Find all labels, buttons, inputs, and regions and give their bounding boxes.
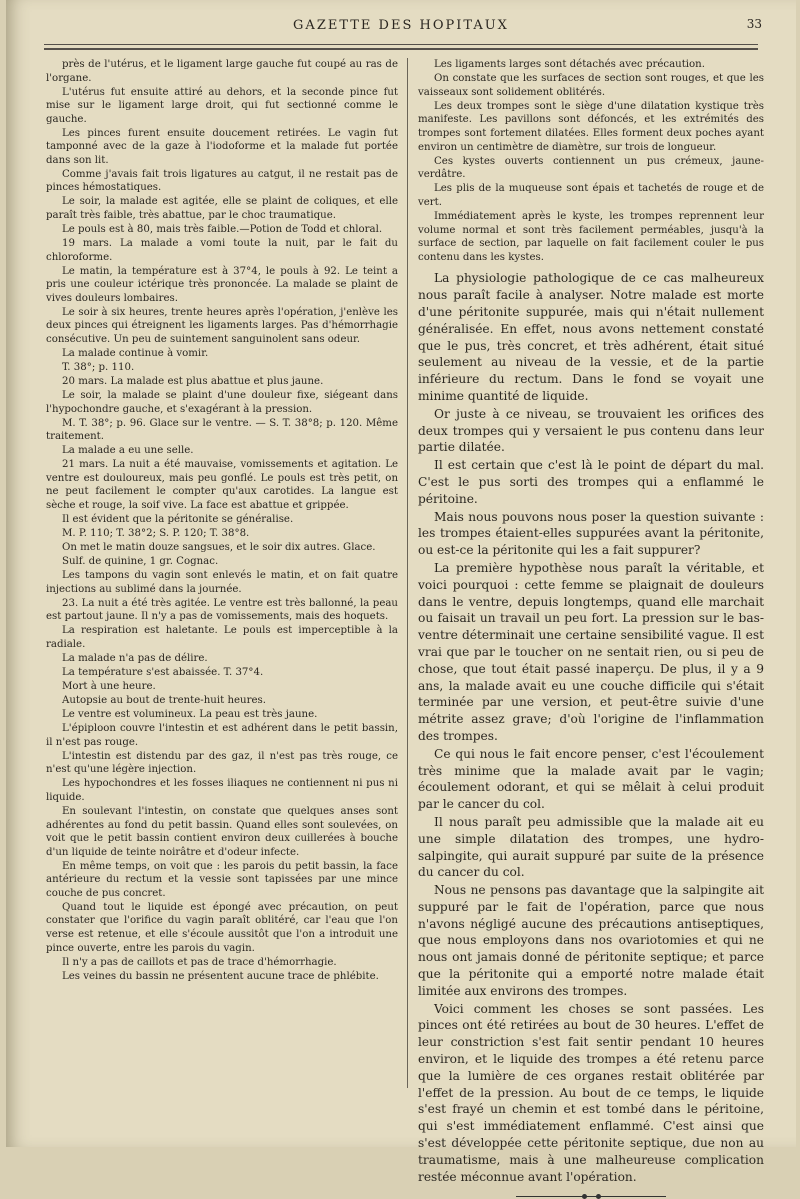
paragraph: Les veines du bassin ne présentent aucune trace de phlébite.: [62, 970, 379, 982]
paragraph: Le soir, la malade est agitée, elle se plaint de coliques, et elle paraît très faible, très abattue, par le choc traumatique.: [46, 196, 398, 222]
right-small-paragraphs: [418, 58, 764, 264]
paragraph: Les tampons du vagin sont enlevés le matin, et on fait quatre injections au sublimé dans la journée.: [46, 570, 398, 595]
paragraph: Voici comment les choses se sont passées. Les pinces ont été retirées au bout de 30 heures. L'effet de leur constriction s'est fait sentir pendant 10 heures environ, et le liquide des trompes a été retenu parce que la lumière de ces organes restait oblitérée par l'effet de la pression. Au bout de ce temps, le liquide s'est frayé un chemin et est tombé dans le péritoine, qui s'est immédiatement enflammé. C'est ainsi que s'est développée cette péritonite septique, due non au traumatisme, mais à une malheureuse complication restée méconnue avant l'opération.: [418, 1001, 764, 1184]
paragraph: La première hypothèse nous paraît la véritable, et voici pourquoi : cette femme se plaignait de douleurs dans le ventre, depuis longtemps, quand elle marchait ou faisait un travail un peu fort. La pression sur le bas-ventre déterminait une certaine sensibilité vague. Il est vrai que par le toucher on ne sentait rien, ou si peu de chose, que tout était passé inaperçu. De plus, il y a 9 ans, la malade avait eu une couche difficile qui s'était terminée par une version, et peut-être suivie d'une métrite assez grave; d'où l'origine de l'inflammation des trompes.: [418, 560, 764, 743]
paragraph: La respiration est haletante. Le pouls est imperceptible à la radiale.: [46, 625, 398, 650]
paragraph: près de l'utérus, et le ligament large gauche fut coupé au ras de l'organe.: [46, 59, 398, 84]
paragraph: Comme j'avais fait trois ligatures au catgut, il ne restait pas de pinces hémostatiques.: [46, 168, 398, 194]
paragraph: Autopsie au bout de trente-huit heures.: [62, 695, 266, 707]
paragraph: On constate que les surfaces de section sont rouges, et que les vaisseaux sont solidement oblitérés.: [418, 73, 764, 98]
paragraph: 21 mars. La nuit a été mauvaise, vomissements et agitation. Le ventre est douloureux, mais peu gonflé. Le pouls est très petit, on ne peut facilement le compter qu'aux carotides. La langue est sèche et rouge, la soif vive. La face est abattue et grippée.: [46, 459, 398, 511]
paragraph: 23. La nuit a été très agitée. Le ventre est très ballonné, la peau est partout jaune. Il n'y a pas de vomissements, mais des hoquets.: [46, 597, 398, 623]
paragraph: Quand tout le liquide est épongé avec précaution, on peut constater que l'orifice du vagin paraît oblitéré, car l'eau que l'on verse est retenue, et elle s'écoule aussitôt que l'on a introduit une pince ouverte, entre les parois du vagin.: [46, 901, 398, 954]
paragraph: Mort à une heure.: [62, 681, 156, 693]
end-ornament-line: [516, 1196, 666, 1197]
paragraph: Les pinces furent ensuite doucement retirées. Le vagin fut tamponné avec de la gaze à l'iodoforme et la malade fut portée dans son lit.: [46, 127, 398, 166]
paragraph: En même temps, on voit que : les parois du petit bassin, la face antérieure du rectum et la vessie sont tapissées par une mince couche de pus concret.: [46, 860, 398, 899]
paragraph: Il nous paraît peu admissible que la malade ait eu une simple dilatation des trompes, une hydro-salpingite, qui aurait suppuré par suite de la présence du cancer du col.: [418, 814, 764, 880]
paragraph: La physiologie pathologique de ce cas malheureux nous paraît facile à analyser. Notre malade est morte d'une péritonite suppurée, mais qui n'était nullement généralisée. En effet, nous avons nettement constaté que le pus, très concret, et très adhérent, était situé seulement au niveau de la vessie, et de la partie inférieure du rectum. Dans le fond se voyait une minime quantité de liquide.: [418, 271, 764, 403]
end-ornament: [516, 1195, 666, 1199]
paragraph: 19 mars. La malade a vomi toute la nuit, par le fait du chloroforme.: [46, 238, 398, 263]
page-header: [36, 14, 766, 38]
paragraph: Or juste à ce niveau, se trouvaient les orifices des deux trompes qui y versaient le pus contenu dans leur partie dilatée.: [418, 406, 764, 455]
paragraph: 20 mars. La malade est plus abattue et plus jaune.: [62, 376, 324, 388]
paragraph: Il est certain que c'est là le point de départ du mal. C'est le pus sorti des trompes qui a enflammé le péritoine.: [418, 458, 764, 506]
header-rule-thick: [44, 48, 758, 50]
paragraph: Il est évident que la péritonite se généralise.: [62, 514, 294, 526]
paragraph: Nous ne pensons pas davantage que la salpingite ait suppuré par le fait de l'opération, parce que nous n'avons négligé aucune des précautions antiseptiques, que nous employons dans nos ovariotomies et qui ne nous ont jamais donné de péritonite septique; et parce que la péritonite qui a emporté notre malade était limitée aux environs des trompes.: [418, 883, 764, 998]
right-column: [418, 58, 764, 1184]
right-large-paragraphs: [418, 270, 764, 1185]
left-column: [46, 58, 398, 1129]
paragraph: Les hypochondres et les fosses iliaques ne contiennent ni pus ni liquide.: [46, 778, 398, 803]
paragraph: Les ligaments larges sont détachés avec précaution.: [434, 59, 705, 70]
page-number: 33: [746, 17, 762, 31]
journal-title: GAZETTE DES HOPITAUX: [293, 18, 509, 33]
left-paragraphs: [46, 58, 398, 983]
column-divider: [407, 58, 408, 1088]
paragraph: L'intestin est distendu par des gaz, il n'est pas très rouge, ce n'est qu'une légère injection.: [46, 750, 398, 776]
paragraph: Les plis de la muqueuse sont épais et tachetés de rouge et de vert.: [418, 183, 764, 208]
paragraph: Ces kystes ouverts contiennent un pus crémeux, jaune-verdâtre.: [418, 155, 764, 181]
paragraph: L'épiploon couvre l'intestin et est adhérent dans le petit bassin, il n'est pas rouge.: [46, 723, 398, 748]
paragraph: Sulf. de quinine, 1 gr. Cognac.: [62, 556, 219, 568]
end-ornament-dot: [596, 1194, 601, 1199]
paragraph: La malade continue à vomir.: [62, 347, 209, 359]
paragraph: M. P. 110; T. 38°2; S. P. 120; T. 38°8.: [62, 528, 250, 540]
paragraph: La malade a eu une selle.: [62, 445, 194, 457]
paragraph: Le pouls est à 80, mais très faible.—Potion de Todd et chloral.: [62, 224, 383, 236]
paragraph: Il n'y a pas de caillots et pas de trace d'hémorrhagie.: [62, 956, 337, 968]
newspaper-page: [6, 0, 796, 1184]
paragraph: On met le matin douze sangsues, et le soir dix autres. Glace.: [62, 542, 376, 554]
paragraph: Les deux trompes sont le siège d'une dilatation kystique très manifeste. Les pavillons sont défoncés, et les extrémités des trompes sont fortement dilatées. Elles forment deux poches ayant environ un centimètre de diamètre, sur trois de longueur.: [418, 100, 764, 153]
paragraph: T. 38°; p. 110.: [62, 362, 135, 374]
paragraph: La malade n'a pas de délire.: [62, 653, 208, 665]
paragraph: Le soir, la malade se plaint d'une douleur fixe, siégeant dans l'hypochondre gauche, et s'exagérant à la pression.: [46, 390, 398, 415]
paragraph: Le ventre est volumineux. La peau est très jaune.: [62, 709, 318, 721]
paragraph: L'utérus fut ensuite attiré au dehors, et la seconde pince fut mise sur le ligament large droit, qui fut sectionné comme le gauche.: [46, 86, 398, 125]
paragraph: Le matin, la température est à 37°4, le pouls à 92. Le teint a pris une couleur ictérique très prononcée. La malade se plaint de vives douleurs lombaires.: [46, 265, 398, 304]
paragraph: En soulevant l'intestin, on constate que quelques anses sont adhérentes au fond du petit bassin. Quand elles sont soulevées, on voit que le petit bassin contient environ deux cuillerées à bouche d'un liquide de teinte noirâtre et d'odeur infecte.: [46, 806, 398, 858]
paragraph: Mais nous pouvons nous poser la question suivante : les trompes étaient-elles suppurées avant la péritonite, ou est-ce la péritonite qui les a fait suppurer?: [418, 509, 764, 558]
paragraph: La température s'est abaissée. T. 37°4.: [62, 667, 264, 679]
header-rule-thin: [44, 44, 758, 45]
paragraph: Ce qui nous le fait encore penser, c'est l'écoulement très minime que la malade avait par le vagin; écoulement odorant, et qui se mêlait à celui produit par le cancer du col.: [418, 746, 764, 812]
paragraph: M. T. 38°; p. 96. Glace sur le ventre. — S. T. 38°8; p. 120. Même traitement.: [46, 417, 398, 443]
paragraph: Le soir à six heures, trente heures après l'opération, j'enlève les deux pinces qui étreignent les ligaments larges. Pas d'hémorrhagie consécutive. Un peu de suintement sanguinolent sans odeur.: [46, 306, 398, 345]
paragraph: Immédiatement après le kyste, les trompes reprennent leur volume normal et sont très facilement perméables, jusqu'à la surface de section, par laquelle on fait facilement couler le pus contenu dans les kystes.: [418, 211, 764, 263]
end-ornament-dot: [582, 1194, 587, 1199]
